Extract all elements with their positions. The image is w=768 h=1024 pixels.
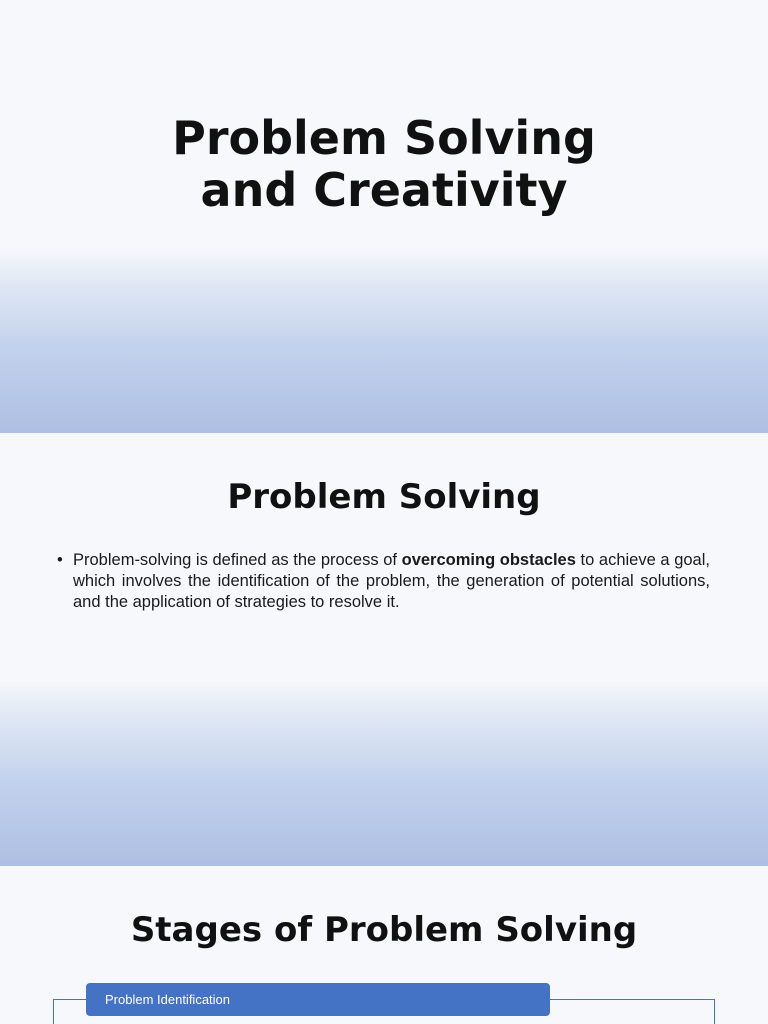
slide-problem-solving — [0, 433, 768, 866]
bullet-item — [56, 550, 710, 613]
stage-label-problem-identification: Problem Identification — [86, 983, 550, 1016]
slide-stages — [0, 866, 768, 1024]
slide-heading: Problem Solving — [227, 477, 541, 517]
bullet-emphasis: overcoming obstacles — [401, 551, 576, 569]
slide-title-page — [0, 0, 768, 433]
bullet-list — [56, 550, 710, 613]
bullet-marker: • — [57, 551, 63, 569]
slide-heading: Stages of Problem Solving — [130, 910, 638, 950]
slide-title: Problem Solving and Creativity — [172, 111, 596, 217]
bullet-text-before: Problem-solving is defined as the process of — [73, 551, 402, 569]
bullet-text-after: to achieve a goal, which involves the identification of the problem, the generation of potential solutions, and the application of strategies to resolve it. — [73, 551, 710, 611]
